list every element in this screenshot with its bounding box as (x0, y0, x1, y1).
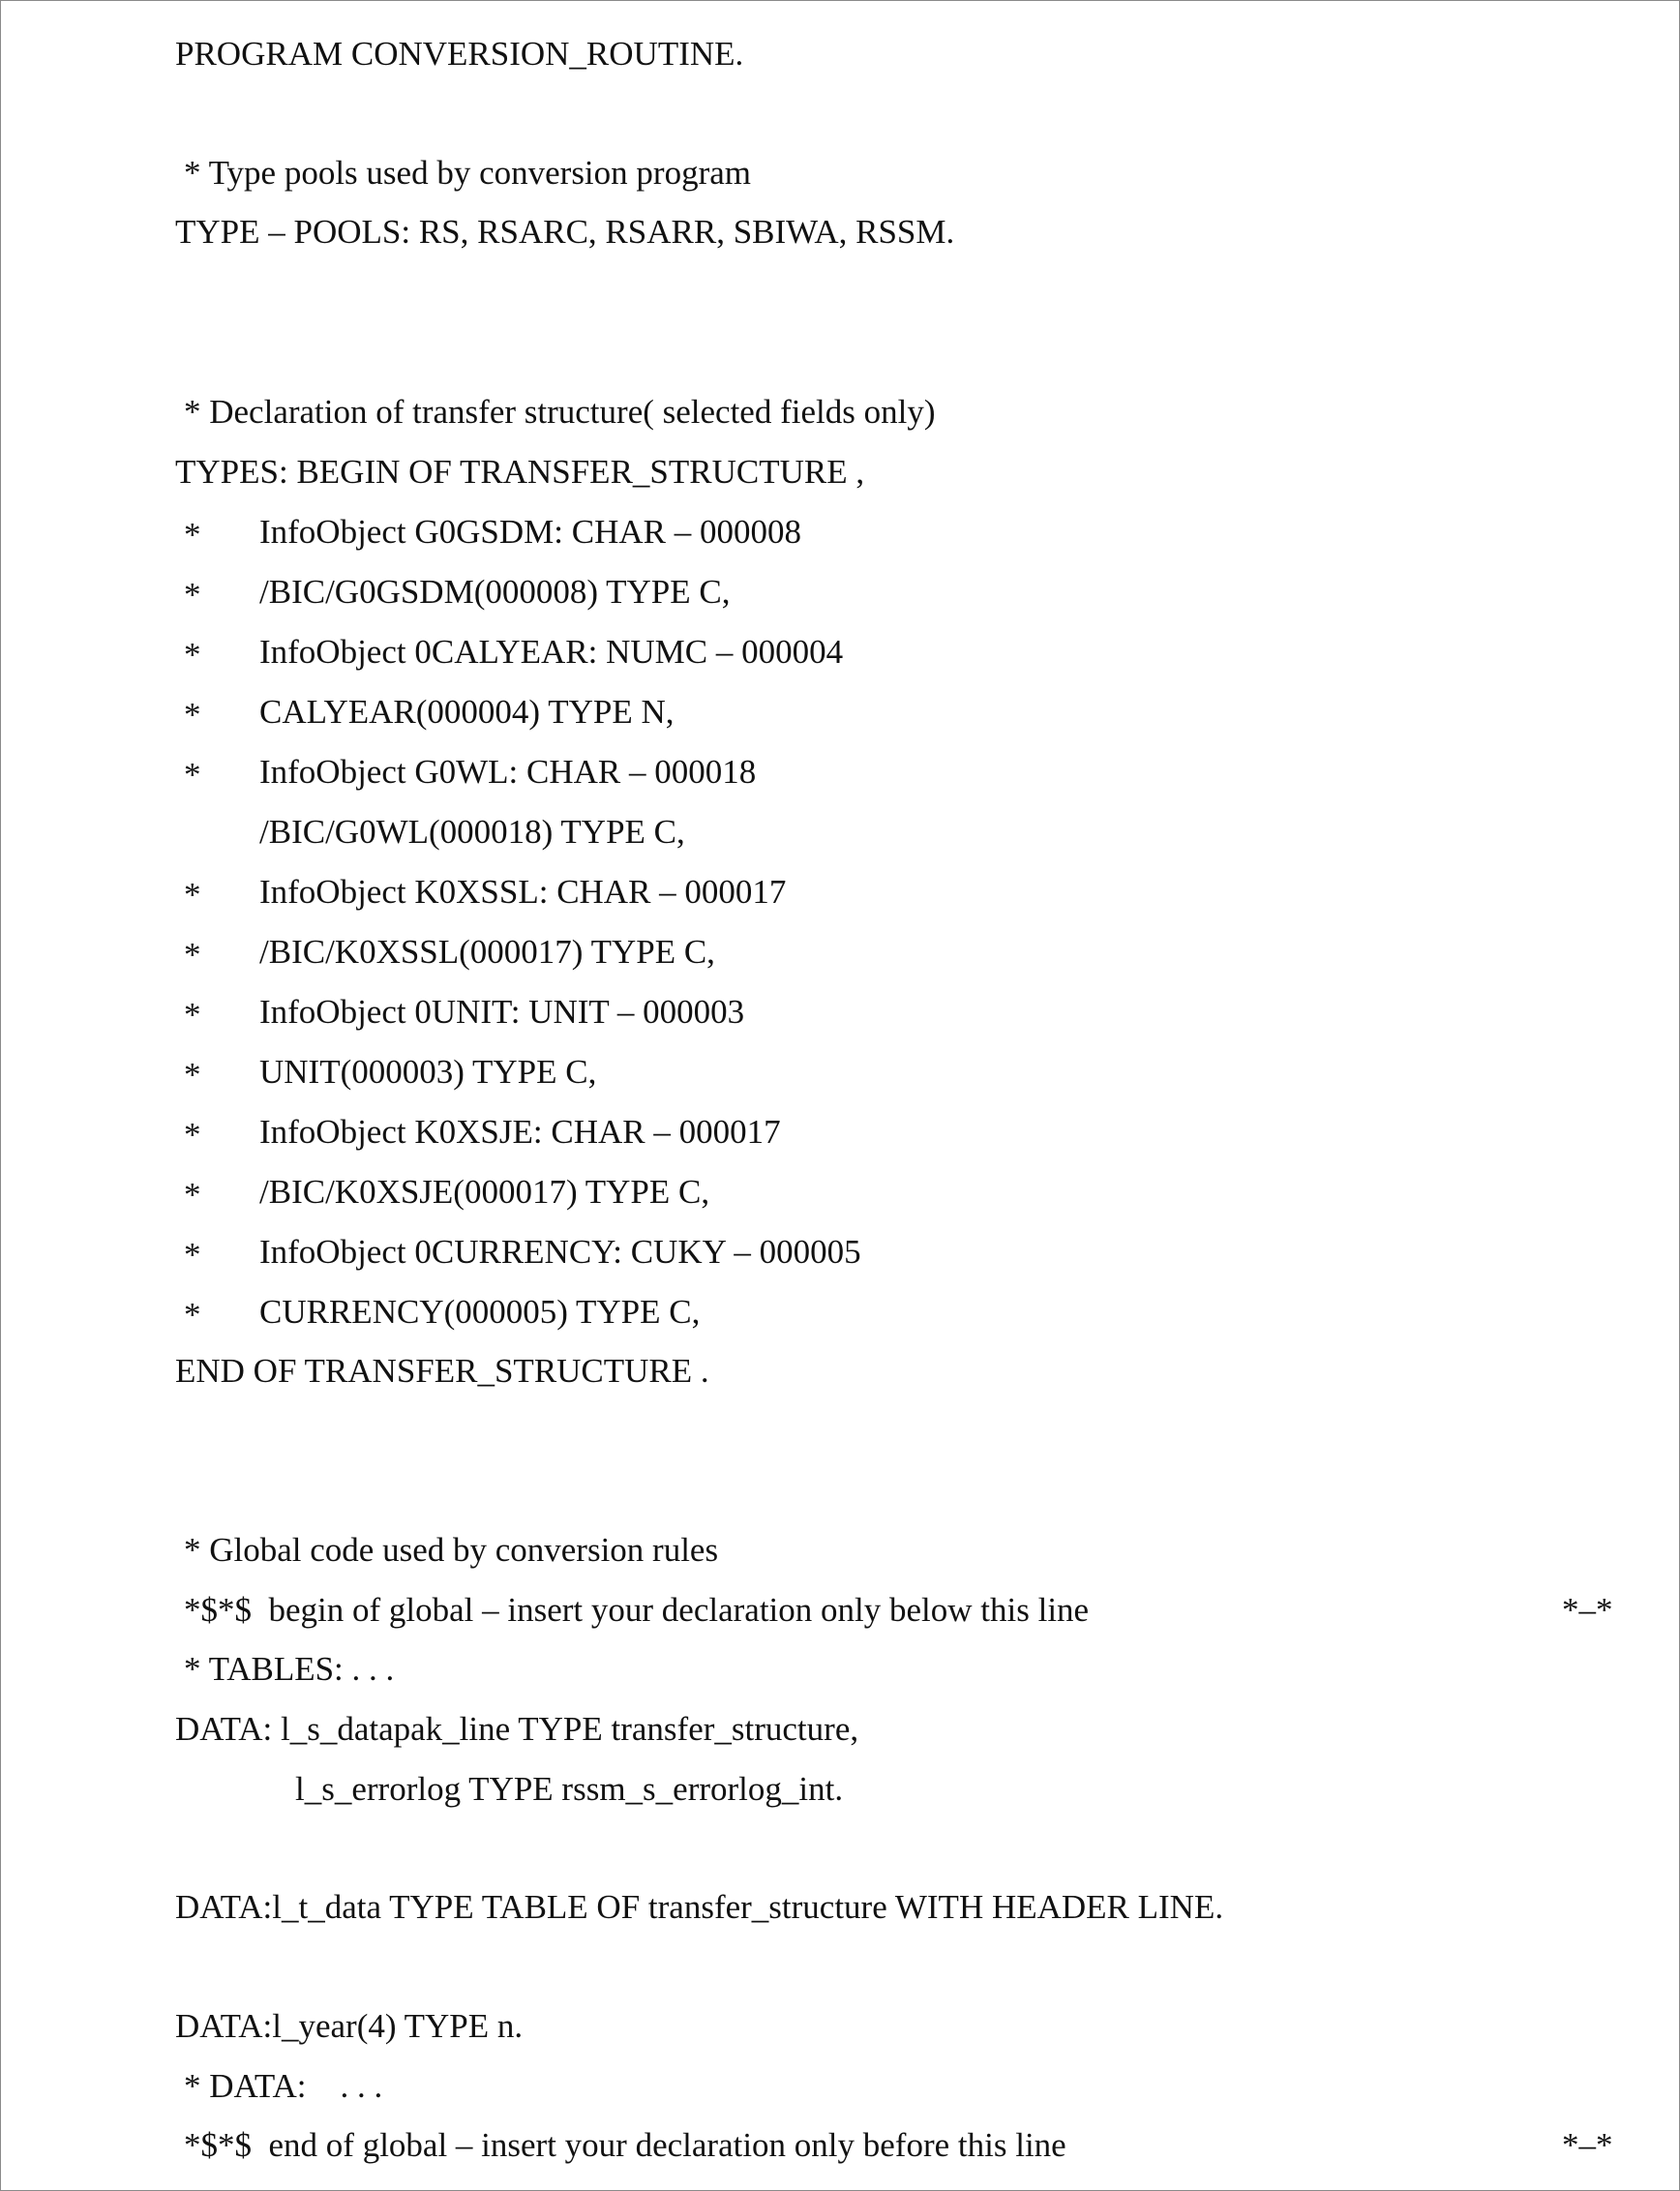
comment-marker: * (184, 996, 201, 1034)
tables-comment: * TABLES: . . . (184, 1650, 395, 1688)
comment-marker: * (184, 1176, 201, 1214)
comment-marker: * (184, 756, 201, 794)
comment-marker: * (184, 1116, 201, 1154)
field-line: InfoObject K0XSSL: CHAR – 000017 (259, 873, 787, 911)
program-header: PROGRAM CONVERSION_ROUTINE. (175, 35, 744, 73)
field-line: InfoObject 0CURRENCY: CUKY – 000005 (259, 1233, 861, 1271)
global-comment: * Global code used by conversion rules (184, 1531, 719, 1569)
global-begin-marker: *$*$ begin of global – insert your declaration only below this line (184, 1591, 1090, 1629)
comment-marker: * (184, 1296, 201, 1334)
field-line: InfoObject G0WL: CHAR – 000018 (259, 753, 757, 791)
data-comment: * DATA: . . . (184, 2067, 383, 2105)
field-line: /BIC/K0XSSL(000017) TYPE C, (259, 933, 715, 971)
types-end: END OF TRANSFER_STRUCTURE . (175, 1352, 709, 1390)
global-begin-right-marker: *–* (1562, 1591, 1613, 1629)
comment-marker: * (184, 696, 201, 734)
data-declaration-1: DATA: l_s_datapak_line TYPE transfer_structure, (175, 1710, 859, 1748)
types-begin: TYPES: BEGIN OF TRANSFER_STRUCTURE , (175, 453, 865, 491)
comment-marker: * (184, 636, 201, 674)
global-end-right-marker: *–* (1562, 2126, 1613, 2164)
field-line: InfoObject 0CALYEAR: NUMC – 000004 (259, 633, 844, 671)
field-line: /BIC/K0XSJE(000017) TYPE C, (259, 1173, 710, 1211)
typepools-line: TYPE – POOLS: RS, RSARC, RSARR, SBIWA, RSSM. (175, 213, 955, 251)
field-line: InfoObject 0UNIT: UNIT – 000003 (259, 993, 745, 1031)
field-line: InfoObject K0XSJE: CHAR – 000017 (259, 1113, 781, 1151)
typepools-comment: * Type pools used by conversion program (184, 154, 751, 192)
comment-marker: * (184, 936, 201, 974)
comment-marker: * (184, 876, 201, 914)
field-line: UNIT(000003) TYPE C, (259, 1053, 597, 1091)
comment-marker: * (184, 516, 201, 554)
comment-marker: * (184, 1056, 201, 1094)
transfer-comment: * Declaration of transfer structure( selected fields only) (184, 393, 936, 431)
comment-marker: * (184, 576, 201, 614)
field-line: InfoObject G0GSDM: CHAR – 000008 (259, 513, 801, 551)
global-end-marker: *$*$ end of global – insert your declaration only before this line (184, 2126, 1066, 2164)
comment-marker: * (184, 1236, 201, 1274)
field-line: /BIC/G0GSDM(000008) TYPE C, (259, 573, 731, 611)
data-declaration-2: DATA:l_t_data TYPE TABLE OF transfer_structure WITH HEADER LINE. (175, 1888, 1224, 1926)
data-declaration-3: DATA:l_year(4) TYPE n. (175, 2007, 524, 2045)
field-line: CURRENCY(000005) TYPE C, (259, 1293, 701, 1331)
field-line: /BIC/G0WL(000018) TYPE C, (259, 813, 685, 851)
data-declaration-1-cont: l_s_errorlog TYPE rssm_s_errorlog_int. (295, 1770, 844, 1808)
field-line: CALYEAR(000004) TYPE N, (259, 693, 675, 731)
